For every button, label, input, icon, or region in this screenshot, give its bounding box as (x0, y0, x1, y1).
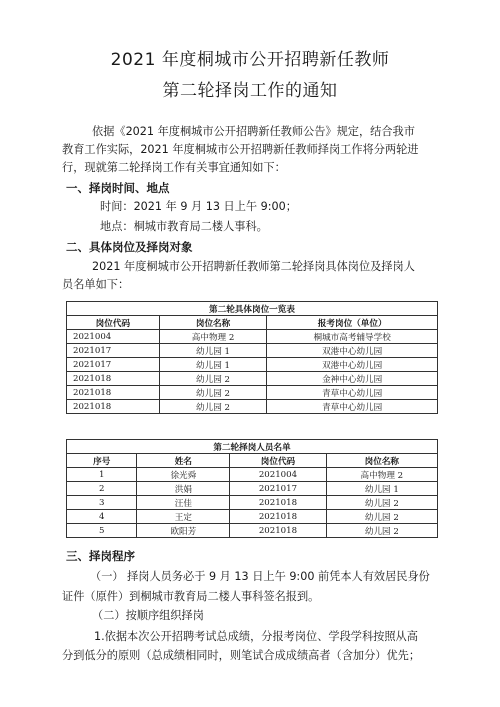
candidates-table (66, 439, 438, 538)
table-cell: 2021017 (230, 482, 326, 496)
table-cell: 双港中心幼儿园 (267, 344, 438, 358)
positions-table (66, 301, 438, 414)
table-cell: 青草中心幼儿园 (267, 386, 438, 400)
table-cell: 2021004 (230, 468, 326, 482)
table-header: 岗位名称 (326, 454, 437, 468)
section2-heading: 二、具体岗位及择岗对象 (66, 240, 193, 254)
table-cell: 洪娟 (137, 482, 230, 496)
section3-p1-line2: 证件（原件）到桐城市教育局二楼人事科签名报到。 (62, 590, 320, 603)
table-header: 报考岗位（单位） (267, 316, 438, 330)
table-cell: 金神中心幼儿园 (267, 372, 438, 386)
table-cell: 2021004 (67, 330, 160, 344)
table-row (67, 400, 438, 414)
document-title-line1: 2021 年度桐城市公开招聘新任教师 (110, 50, 390, 70)
table-row (67, 496, 438, 510)
table-row (67, 468, 438, 482)
table-cell: 徐光舜 (137, 468, 230, 482)
table-row (67, 358, 438, 372)
table-cell: 幼儿园 1 (326, 482, 437, 496)
table-cell: 幼儿园 1 (159, 358, 267, 372)
table-cell: 5 (67, 524, 137, 538)
table-cell: 汪佳 (137, 496, 230, 510)
table-row (67, 386, 438, 400)
section3-p3-line2: 分到低分的原则（总成绩相同时，则笔试合成成绩高者（含加分）优先； (62, 649, 421, 662)
table-cell: 4 (67, 510, 137, 524)
table-cell: 3 (67, 496, 137, 510)
table-row (67, 524, 438, 538)
table-cell: 2 (67, 482, 137, 496)
table-cell: 青草中心幼儿园 (267, 400, 438, 414)
table-cell: 桐城市高考辅导学校 (267, 330, 438, 344)
table-cell: 幼儿园 1 (159, 344, 267, 358)
section3-p1-line1: （一） 择岗人员务必于 9 月 13 日上午 9:00 前凭本人有效居民身份 (90, 570, 430, 583)
table-cell: 高中物理 2 (159, 330, 267, 344)
table-cell: 幼儿园 2 (159, 372, 267, 386)
table-row (67, 482, 438, 496)
table-row (67, 330, 438, 344)
intro-line3: 行，现就第二轮择岗工作有关事宜通知如下： (62, 161, 286, 174)
table-header: 岗位代码 (67, 316, 160, 330)
intro-line2: 教育工作实际，2021 年度桐城市公开招聘新任教师择岗工作将分两轮进 (62, 143, 419, 156)
table-cell: 幼儿园 2 (159, 386, 267, 400)
section1-place: 地点：桐城市教育局二楼人事科。 (100, 220, 268, 233)
section1-heading: 一、择岗时间、地点 (66, 181, 170, 195)
table-cell: 2021018 (230, 524, 326, 538)
table-cell: 1 (67, 468, 137, 482)
table-cell: 2021017 (67, 358, 160, 372)
table-header: 岗位名称 (159, 316, 267, 330)
table-row (67, 510, 438, 524)
table-cell: 双港中心幼儿园 (267, 358, 438, 372)
table-cell: 高中物理 2 (326, 468, 437, 482)
table-cell: 2021018 (230, 496, 326, 510)
table-cell: 2021018 (67, 372, 160, 386)
table-cell: 2021017 (67, 344, 160, 358)
table-cell: 幼儿园 2 (326, 510, 437, 524)
section2-text-line2: 员名单如下： (62, 278, 130, 291)
table-cell: 幼儿园 2 (159, 400, 267, 414)
candidates-table-caption: 第二轮择岗人员名单 (67, 440, 438, 454)
document-title-line2: 第二轮择岗工作的通知 (162, 81, 338, 101)
section3-p2: （二）按顺序组织择岗 (92, 609, 204, 622)
section3-heading: 三、择岗程序 (66, 549, 135, 563)
table-header: 姓名 (137, 454, 230, 468)
table-cell: 2021018 (67, 386, 160, 400)
intro-line1: 依据《2021 年度桐城市公开招聘新任教师公告》规定，结合我市 (92, 125, 415, 138)
section3-p3-line1: 1.依据本次公开招聘考试总成绩，分报考岗位、学段学科按照从高 (94, 630, 418, 643)
table-cell: 幼儿园 2 (326, 496, 437, 510)
table-cell: 2021018 (67, 400, 160, 414)
section1-time: 时间：2021 年 9 月 13 日上午 9:00； (100, 200, 297, 213)
table-cell: 王定 (137, 510, 230, 524)
table-header: 岗位代码 (230, 454, 326, 468)
table-row (67, 372, 438, 386)
table-header: 序号 (67, 454, 137, 468)
positions-table-caption: 第二轮具体岗位一览表 (67, 302, 438, 316)
section2-text-line1: 2021 年度桐城市公开招聘新任教师第二轮择岗具体岗位及择岗人 (92, 260, 415, 273)
table-row (67, 344, 438, 358)
table-cell: 欧阳芳 (137, 524, 230, 538)
table-cell: 2021018 (230, 510, 326, 524)
table-cell: 幼儿园 2 (326, 524, 437, 538)
